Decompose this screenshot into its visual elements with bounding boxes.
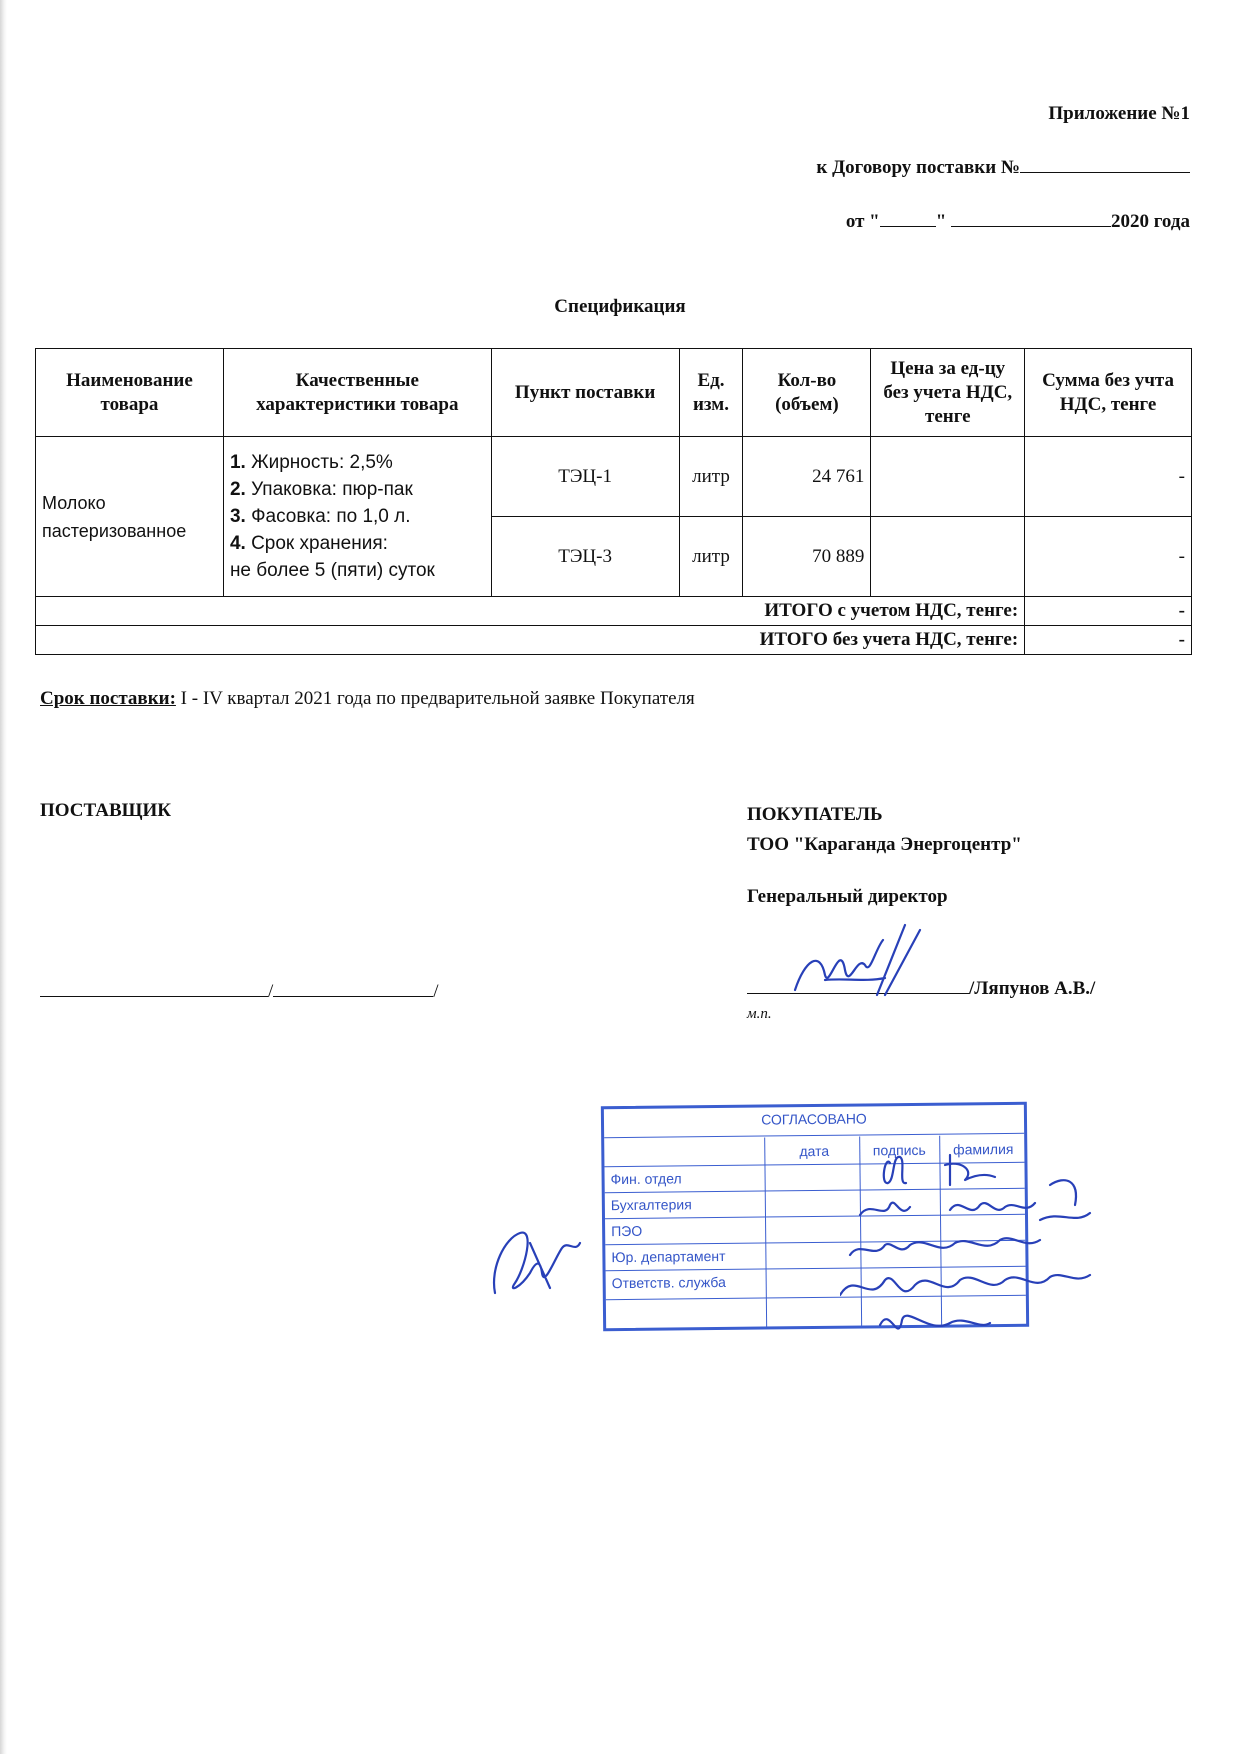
stamp-place-label: м.п. (747, 1006, 772, 1022)
spec-table (35, 348, 1192, 655)
stamp-col-date: дата (799, 1142, 830, 1160)
total-row (36, 626, 1192, 655)
buyer-title: ПОКУПАТЕЛЬ (747, 804, 883, 825)
quantity: 24 761 (743, 437, 871, 517)
delivery-point: ТЭЦ-1 (491, 437, 679, 517)
table-row (36, 437, 1192, 517)
separator: / (268, 981, 274, 1002)
product-characteristics (223, 437, 491, 597)
scan-edge (0, 0, 7, 1754)
supplier-signature-blank[interactable] (40, 978, 268, 997)
stamp-row-label: Бухгалтерия (610, 1196, 692, 1214)
contract-prefix: к Договору поставки № (816, 157, 1020, 178)
stamp-row-label: ПЭО (611, 1222, 643, 1240)
contract-ref (816, 154, 1190, 180)
header-cell: Пункт поставки (491, 349, 679, 437)
stamp-row-label: Юр. департамент (611, 1247, 726, 1266)
header-cell: Наименование товара (36, 349, 224, 437)
supplier-signature-line (40, 978, 439, 1003)
date-mid: " (935, 211, 947, 232)
separator: / (433, 981, 439, 1002)
supplier-title: ПОСТАВЩИК (40, 800, 172, 821)
unit: литр (679, 517, 743, 597)
appendix-header (816, 102, 1190, 262)
director-signature-icon (785, 920, 925, 1010)
delivery-term (40, 688, 695, 710)
char-line: не более 5 (пяти) суток (229, 560, 435, 581)
product-name: Молоко пастеризованное (36, 437, 224, 597)
delivery-point: ТЭЦ-3 (491, 517, 679, 597)
date-day-blank[interactable] (880, 208, 936, 227)
stamp-title: СОГЛАСОВАНО (761, 1110, 867, 1128)
stamp-col-signature: подпись (872, 1141, 926, 1159)
buyer-signatory: /Ляпунов А.В./ (969, 978, 1096, 999)
unit-price (871, 437, 1025, 517)
stamp-divider (604, 1133, 1024, 1138)
appendix-title: Приложение №1 (1048, 103, 1190, 124)
buyer-block (747, 800, 1022, 912)
stamp-row-label: Ответств. служба (611, 1273, 726, 1292)
buyer-position: Генеральный директор (747, 886, 948, 907)
line-sum: - (1025, 517, 1192, 597)
stamp-row-label: Фин. отдел (610, 1170, 682, 1188)
header-cell: Сумма без учта НДС, тенге (1025, 349, 1192, 437)
total-value: - (1025, 626, 1192, 655)
total-label: ИТОГО без учета НДС, тенге: (36, 626, 1025, 655)
char-line: 1. Жирность: 2,5% (229, 452, 393, 473)
header-cell: Кол-во (объем) (743, 349, 871, 437)
total-value: - (1025, 597, 1192, 626)
line-sum: - (1025, 437, 1192, 517)
table-header-row (36, 349, 1192, 437)
unit-price (871, 517, 1025, 597)
unit: литр (679, 437, 743, 517)
stamp-col-surname: фамилия (953, 1140, 1014, 1158)
spec-title: Спецификация (554, 296, 686, 317)
buyer-company: ТОО "Караганда Энергоцентр" (747, 834, 1022, 855)
margin-signature-icon (480, 1218, 590, 1308)
contract-date (816, 208, 1190, 234)
char-line: 4. Срок хранения: (229, 533, 388, 554)
date-prefix: от " (845, 211, 880, 232)
quantity: 70 889 (743, 517, 871, 597)
supplier-name-blank[interactable] (273, 978, 433, 997)
approval-signatures-icon (840, 1145, 1100, 1365)
char-line: 3. Фасовка: по 1,0 л. (229, 506, 411, 527)
total-row (36, 597, 1192, 626)
total-label: ИТОГО с учетом НДС, тенге: (36, 597, 1025, 626)
header-cell: Ед. изм. (679, 349, 743, 437)
date-suffix: 2020 года (1111, 211, 1190, 232)
contract-number-blank[interactable] (1020, 154, 1190, 173)
header-cell: Цена за ед-цу без учета НДС, тенге (871, 349, 1025, 437)
char-line: 2. Упаковка: пюр-пак (229, 479, 413, 500)
date-month-blank[interactable] (951, 208, 1111, 227)
delivery-term-label: Срок поставки: (40, 688, 176, 709)
header-cell: Качественные характеристики товара (223, 349, 491, 437)
delivery-term-text: I - IV квартал 2021 года по предварительной заявке Покупателя (175, 688, 695, 709)
